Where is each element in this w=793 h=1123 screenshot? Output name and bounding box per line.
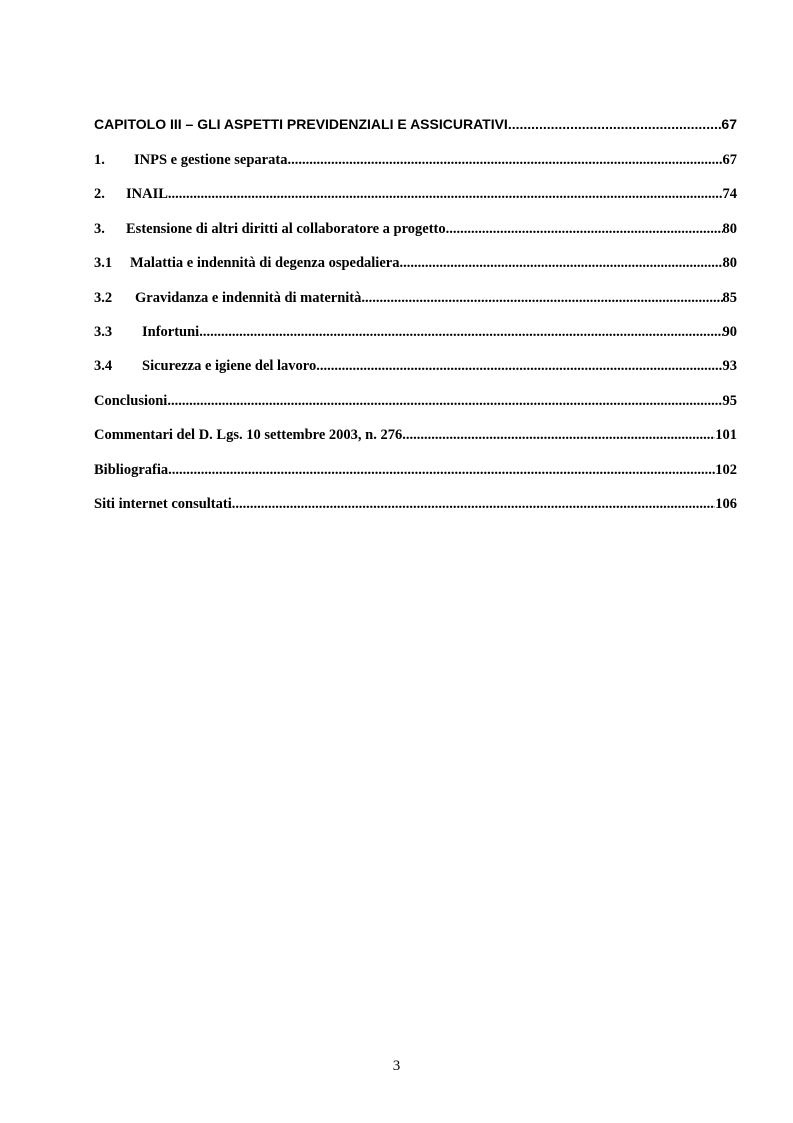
dot-leader — [361, 290, 722, 307]
toc-entry-title: Commentari del D. Lgs. 10 settembre 2003, n. 276 — [94, 427, 403, 444]
toc-entry-sicurezza — [94, 358, 737, 392]
toc-page-ref: 67 — [722, 152, 737, 168]
dot-leader — [508, 116, 722, 132]
dot-leader — [446, 221, 723, 238]
toc-entry-title: Sicurezza e igiene del lavoro — [142, 358, 317, 375]
toc-entry-malattia — [94, 255, 737, 289]
toc-page-ref: 67 — [721, 116, 737, 132]
toc-entry-commentari — [94, 427, 737, 461]
toc-entry-number: 3.4 — [94, 358, 113, 375]
toc-page-ref: 80 — [722, 255, 737, 272]
toc-entry-title: Infortuni — [142, 323, 200, 340]
toc-page-ref: 93 — [722, 358, 737, 375]
toc-entry-conclusioni — [94, 393, 737, 427]
toc-entry-title: Conclusioni — [94, 392, 168, 409]
toc-entry-number: 3.3 — [94, 323, 113, 340]
toc-page-ref: 102 — [715, 461, 737, 478]
toc-entry-bibliografia — [94, 462, 737, 496]
toc-entry-inps — [94, 152, 737, 186]
toc-entry-title: Malattia e indennità di degenza ospedaliera — [130, 255, 400, 272]
dot-leader — [168, 462, 715, 479]
toc-page-ref: 90 — [722, 323, 737, 340]
toc-entry-number: 3. — [94, 220, 105, 237]
toc-entry-number: 3.1 — [94, 255, 113, 272]
toc-entry-title: INAIL — [126, 186, 168, 203]
toc-entry-infortuni — [94, 324, 737, 358]
toc-entry-title: INPS e gestione separata — [134, 152, 288, 168]
toc-page-ref: 101 — [715, 427, 737, 444]
toc-entry-title: Gravidanza e indennità di maternità — [135, 289, 362, 306]
dot-leader — [232, 496, 716, 513]
toc-entry-siti-internet — [94, 496, 737, 530]
toc-chapter-iii — [94, 116, 737, 152]
dot-leader — [399, 255, 722, 272]
dot-leader — [316, 358, 722, 375]
toc-entry-gravidanza — [94, 290, 737, 324]
toc-entry-inail — [94, 186, 737, 220]
toc-entry-title: Siti internet consultati — [94, 495, 232, 512]
dot-leader — [287, 152, 722, 169]
toc-entry-number: 1. — [94, 152, 105, 168]
toc-page-ref: 95 — [722, 392, 737, 409]
dot-leader — [199, 324, 722, 341]
page-number: 3 — [392, 1058, 401, 1074]
dot-leader — [402, 427, 715, 444]
toc-page-ref: 80 — [722, 220, 737, 237]
dot-leader — [167, 393, 722, 410]
toc-page-ref: 74 — [722, 186, 737, 203]
toc-page-ref: 85 — [722, 289, 737, 306]
toc-entry-number: 2. — [94, 186, 105, 203]
table-of-contents — [94, 116, 737, 530]
toc-chapter-title: CAPITOLO III – GLI ASPETTI PREVIDENZIALI E ASSICURATIVI — [94, 116, 508, 132]
toc-entry-number: 3.2 — [94, 289, 113, 306]
toc-entry-title: Bibliografia — [94, 461, 169, 478]
toc-entry-estensione — [94, 221, 737, 255]
dot-leader — [168, 186, 723, 203]
toc-entry-title: Estensione di altri diritti al collaboratore a progetto — [126, 220, 446, 237]
toc-page-ref: 106 — [715, 495, 737, 512]
